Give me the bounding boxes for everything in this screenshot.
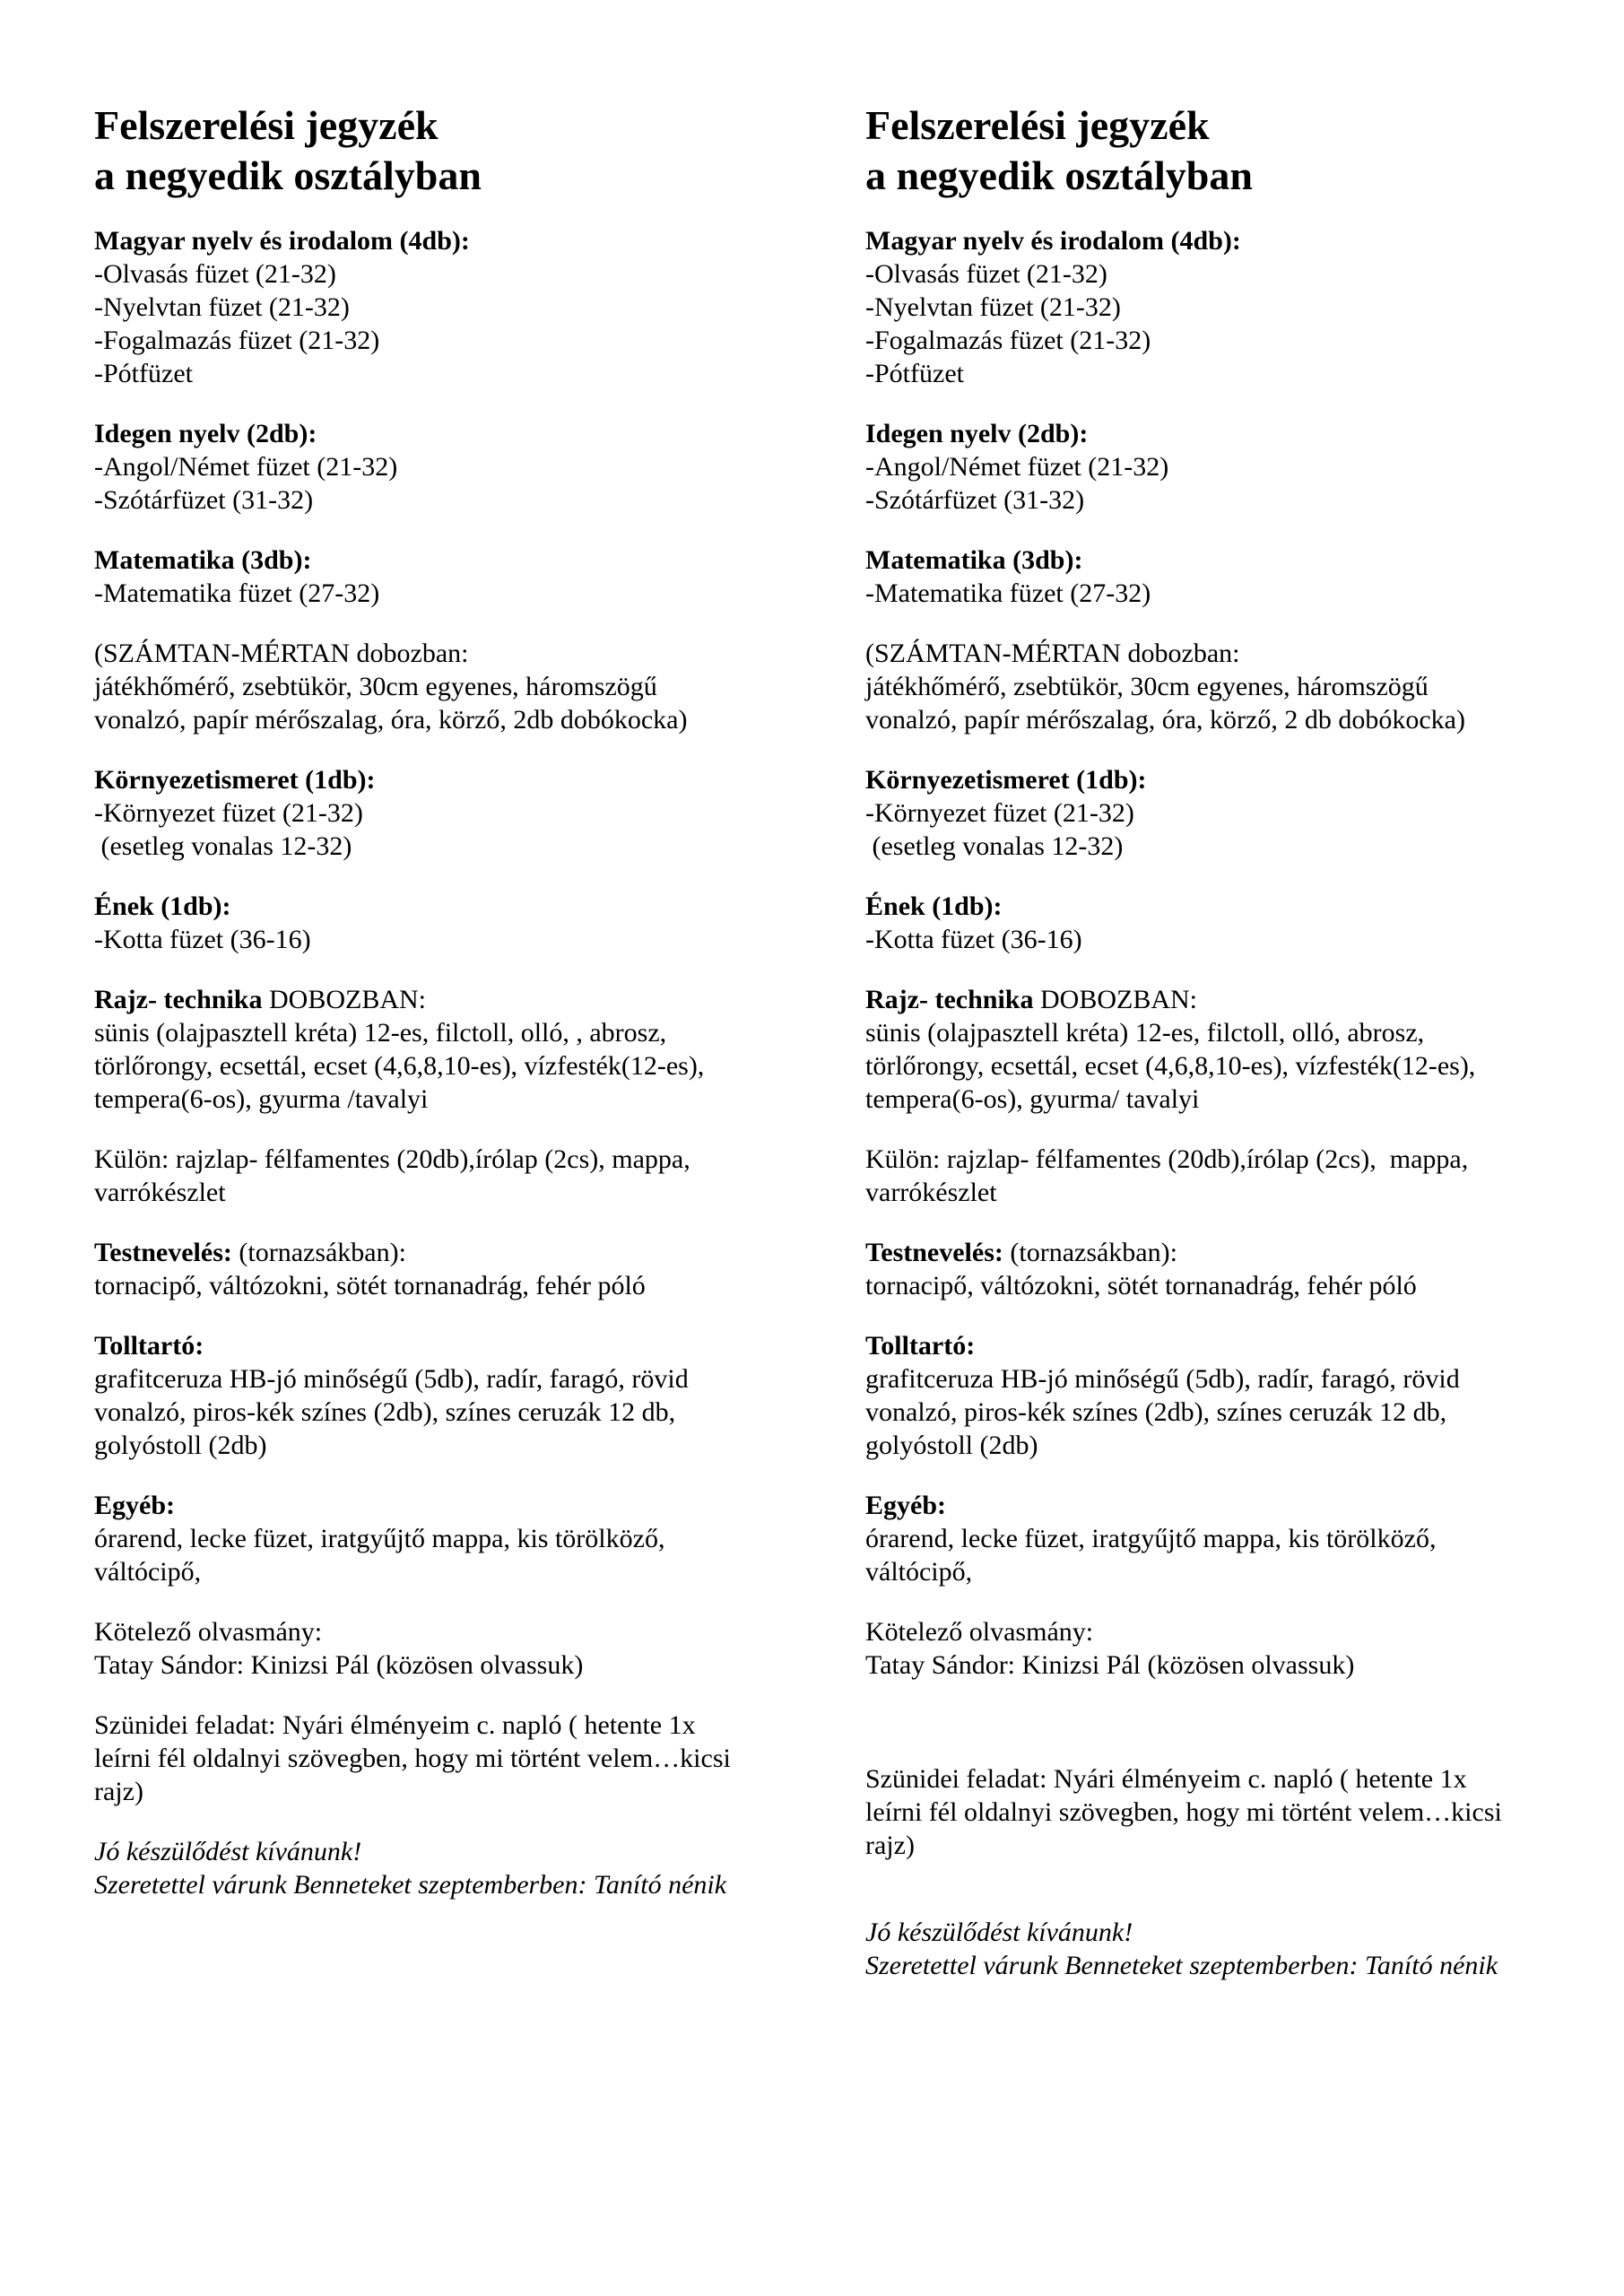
text-segment: -Angol/Német füzet (21-32) bbox=[94, 452, 398, 482]
text-line bbox=[94, 1269, 812, 1302]
text-line bbox=[94, 983, 812, 1016]
text-segment: Kötelező olvasmány: bbox=[865, 1617, 1094, 1647]
text-segment: -Környezet füzet (21-32) bbox=[94, 798, 363, 828]
text-segment: (esetleg vonalas 12-32) bbox=[94, 831, 352, 861]
blank-line bbox=[94, 1116, 812, 1143]
text-line bbox=[94, 670, 812, 703]
text-segment: -Kotta füzet (36-16) bbox=[94, 925, 311, 954]
text-line bbox=[865, 1762, 1592, 1796]
text-segment: (esetleg vonalas 12-32) bbox=[865, 831, 1124, 861]
text-line bbox=[94, 544, 812, 577]
text-line bbox=[94, 1555, 812, 1588]
text-line bbox=[94, 1835, 812, 1868]
text-segment: Kötelező olvasmány: bbox=[94, 1617, 323, 1647]
text-line bbox=[865, 1083, 1592, 1116]
text-segment: Jó készülődést kívánunk! bbox=[94, 1837, 362, 1866]
text-segment: tornacipő, váltózokni, sötét tornanadrág, fehér póló bbox=[94, 1271, 646, 1300]
text-line bbox=[94, 763, 812, 796]
blank-line bbox=[865, 1116, 1592, 1143]
text-line bbox=[865, 1949, 1592, 1982]
text-segment: -Szótárfüzet (31-32) bbox=[865, 485, 1085, 515]
text-line bbox=[94, 830, 812, 863]
text-segment: Külön: rajzlap- félfamentes (20db),írólap (2cs), mappa, bbox=[865, 1144, 1469, 1174]
text-line bbox=[865, 830, 1592, 863]
blank-line bbox=[94, 736, 812, 763]
blank-line bbox=[94, 956, 812, 983]
column-left bbox=[94, 100, 812, 1901]
column-title bbox=[94, 100, 812, 201]
text-segment: -Pótfüzet bbox=[94, 359, 193, 388]
text-line bbox=[94, 417, 812, 450]
text-line bbox=[94, 483, 812, 517]
text-line bbox=[865, 1236, 1592, 1269]
text-segment: Jó készülődést kívánunk! bbox=[865, 1918, 1133, 1947]
text-line bbox=[865, 1396, 1592, 1429]
blank-line bbox=[865, 1862, 1592, 1889]
text-segment: Egyéb: bbox=[94, 1491, 175, 1520]
text-segment: (tornazsákban): bbox=[239, 1238, 406, 1267]
text-segment: Testnevelés: bbox=[865, 1238, 1011, 1267]
blank-line bbox=[865, 610, 1592, 637]
text-line bbox=[865, 1016, 1592, 1049]
text-line bbox=[94, 1176, 812, 1209]
text-segment: Szünidei feladat: Nyári élményeim c. napló ( hetente 1x bbox=[865, 1764, 1467, 1794]
text-line bbox=[94, 1329, 812, 1362]
text-segment: Környezetismeret (1db): bbox=[865, 765, 1147, 795]
text-segment: leírni fél oldalnyi szövegben, hogy mi történt velem…kicsi bbox=[94, 1744, 731, 1773]
text-line bbox=[94, 357, 812, 390]
text-segment: Rajz- technika bbox=[865, 985, 1040, 1014]
text-line bbox=[865, 983, 1592, 1016]
text-segment: játékhőmérő, zsebtükör, 30cm egyenes, háromszögű bbox=[94, 672, 657, 701]
text-segment: -Matematika füzet (27-32) bbox=[865, 578, 1151, 608]
text-line bbox=[94, 1868, 812, 1901]
blank-line bbox=[865, 1462, 1592, 1489]
text-line bbox=[865, 890, 1592, 923]
text-segment: vonalzó, papír mérőszalag, óra, körző, 2 db dobókocka) bbox=[865, 705, 1465, 735]
text-segment: váltócipő, bbox=[865, 1557, 973, 1587]
text-line bbox=[865, 1329, 1592, 1362]
text-segment: sünis (olajpasztell kréta) 12-es, filctoll, olló, abrosz, bbox=[865, 1018, 1425, 1048]
text-segment: -Nyelvtan füzet (21-32) bbox=[94, 292, 350, 322]
text-line bbox=[94, 1709, 812, 1742]
blank-line bbox=[865, 1588, 1592, 1615]
text-segment: Egyéb: bbox=[865, 1491, 946, 1520]
text-segment: játékhőmérő, zsebtükör, 30cm egyenes, háromszögű bbox=[865, 672, 1429, 701]
blank-line bbox=[94, 1462, 812, 1489]
text-line bbox=[94, 1742, 812, 1775]
text-segment: Testnevelés: bbox=[94, 1238, 239, 1267]
text-segment: Ének (1db): bbox=[94, 891, 231, 921]
text-line bbox=[865, 417, 1592, 450]
text-line bbox=[865, 577, 1592, 610]
text-line bbox=[865, 1829, 1592, 1862]
title-line: Felszerelési jegyzék bbox=[865, 102, 1210, 148]
text-segment: -Fogalmazás füzet (21-32) bbox=[865, 326, 1151, 355]
text-segment: leírni fél oldalnyi szövegben, hogy mi történt velem…kicsi bbox=[865, 1797, 1502, 1827]
column-right bbox=[865, 100, 1592, 1982]
text-line bbox=[865, 923, 1592, 956]
text-line bbox=[94, 1429, 812, 1462]
text-line bbox=[94, 324, 812, 357]
text-line bbox=[94, 703, 812, 736]
text-line bbox=[94, 577, 812, 610]
text-segment: órarend, lecke füzet, iratgyűjtő mappa, kis törölköző, bbox=[94, 1524, 665, 1553]
text-segment: -Angol/Német füzet (21-32) bbox=[865, 452, 1169, 482]
text-segment: Rajz- technika bbox=[94, 985, 269, 1014]
text-segment: Matematika (3db): bbox=[94, 545, 312, 575]
text-line bbox=[94, 224, 812, 257]
text-line bbox=[865, 1615, 1592, 1648]
text-segment: Tatay Sándor: Kinizsi Pál (közösen olvassuk) bbox=[865, 1650, 1355, 1680]
text-line bbox=[865, 1555, 1592, 1588]
text-segment: Tolltartó: bbox=[865, 1331, 976, 1361]
text-segment: Szünidei feladat: Nyári élményeim c. napló ( hetente 1x bbox=[94, 1710, 696, 1740]
blank-line bbox=[865, 736, 1592, 763]
text-segment: -Olvasás füzet (21-32) bbox=[94, 259, 336, 289]
text-line bbox=[94, 796, 812, 830]
text-line bbox=[865, 670, 1592, 703]
text-segment: Tatay Sándor: Kinizsi Pál (közösen olvassuk) bbox=[94, 1650, 584, 1680]
column-body bbox=[865, 224, 1592, 1982]
blank-line bbox=[865, 1209, 1592, 1236]
text-line bbox=[865, 1648, 1592, 1682]
text-segment: -Fogalmazás füzet (21-32) bbox=[94, 326, 380, 355]
text-line bbox=[865, 1489, 1592, 1522]
text-segment: Idegen nyelv (2db): bbox=[94, 419, 317, 448]
text-line bbox=[94, 890, 812, 923]
text-segment: DOBOZBAN: bbox=[268, 985, 426, 1014]
text-line bbox=[865, 796, 1592, 830]
text-segment: rajz) bbox=[865, 1831, 915, 1860]
text-line bbox=[94, 1362, 812, 1396]
text-line bbox=[865, 763, 1592, 796]
text-line bbox=[94, 291, 812, 324]
blank-line bbox=[865, 1682, 1592, 1709]
blank-line bbox=[865, 1735, 1592, 1762]
text-segment: váltócipő, bbox=[94, 1557, 202, 1587]
blank-line bbox=[865, 956, 1592, 983]
text-line bbox=[865, 324, 1592, 357]
text-line bbox=[94, 1775, 812, 1808]
text-segment: Idegen nyelv (2db): bbox=[865, 419, 1089, 448]
text-segment: (SZÁMTAN-MÉRTAN dobozban: bbox=[94, 639, 469, 668]
text-line bbox=[865, 1796, 1592, 1829]
text-segment: golyóstoll (2db) bbox=[94, 1431, 267, 1460]
text-line bbox=[94, 257, 812, 291]
blank-line bbox=[865, 390, 1592, 417]
blank-line bbox=[865, 1302, 1592, 1329]
text-segment: Ének (1db): bbox=[865, 891, 1003, 921]
text-line bbox=[865, 1522, 1592, 1555]
text-segment: Magyar nyelv és irodalom (4db): bbox=[94, 226, 470, 256]
text-segment: -Nyelvtan füzet (21-32) bbox=[865, 292, 1121, 322]
blank-line bbox=[94, 1588, 812, 1615]
text-segment: törlőrongy, ecsettál, ecset (4,6,8,10-es), vízfesték(12-es), bbox=[865, 1051, 1476, 1081]
blank-line bbox=[94, 863, 812, 890]
text-line bbox=[865, 1049, 1592, 1083]
text-line bbox=[865, 450, 1592, 483]
text-line bbox=[94, 1648, 812, 1682]
text-line bbox=[865, 1916, 1592, 1949]
text-segment: -Pótfüzet bbox=[865, 359, 964, 388]
blank-line bbox=[94, 517, 812, 544]
text-segment: tempera(6-os), gyurma /tavalyi bbox=[94, 1084, 429, 1114]
text-segment: -Matematika füzet (27-32) bbox=[94, 578, 380, 608]
text-line bbox=[94, 637, 812, 670]
text-line bbox=[94, 1396, 812, 1429]
text-segment: grafitceruza HB-jó minőségű (5db), radír, faragó, rövid bbox=[94, 1364, 689, 1394]
title-line: Felszerelési jegyzék bbox=[94, 102, 439, 148]
text-line bbox=[865, 703, 1592, 736]
text-segment: Magyar nyelv és irodalom (4db): bbox=[865, 226, 1241, 256]
text-segment: Szeretettel várunk Benneteket szeptemberben: Tanító nénik bbox=[865, 1951, 1498, 1980]
text-segment: golyóstoll (2db) bbox=[865, 1431, 1038, 1460]
text-line bbox=[865, 483, 1592, 517]
text-segment: (tornazsákban): bbox=[1010, 1238, 1177, 1267]
text-segment: Külön: rajzlap- félfamentes (20db),írólap (2cs), mappa, bbox=[94, 1144, 690, 1174]
text-segment: vonalzó, piros-kék színes (2db), színes ceruzák 12 db, bbox=[94, 1397, 676, 1427]
text-line bbox=[94, 1236, 812, 1269]
blank-line bbox=[94, 390, 812, 417]
text-line bbox=[865, 1143, 1592, 1176]
text-segment: Szeretettel várunk Benneteket szeptemberben: Tanító nénik bbox=[94, 1870, 727, 1900]
text-line bbox=[865, 1176, 1592, 1209]
text-line bbox=[94, 1016, 812, 1049]
text-segment: tornacipő, váltózokni, sötét tornanadrág, fehér póló bbox=[865, 1271, 1417, 1300]
blank-line bbox=[94, 1209, 812, 1236]
text-segment: varrókészlet bbox=[94, 1178, 226, 1207]
title-line: a negyedik osztályban bbox=[94, 152, 482, 198]
text-segment: törlőrongy, ecsettál, ecset (4,6,8,10-es), vízfesték(12-es), bbox=[94, 1051, 705, 1081]
text-line bbox=[865, 357, 1592, 390]
blank-line bbox=[94, 1302, 812, 1329]
blank-line bbox=[865, 1709, 1592, 1735]
text-segment: grafitceruza HB-jó minőségű (5db), radír, faragó, rövid bbox=[865, 1364, 1460, 1394]
text-segment: -Kotta füzet (36-16) bbox=[865, 925, 1082, 954]
text-line bbox=[94, 1615, 812, 1648]
text-line bbox=[865, 224, 1592, 257]
text-line bbox=[94, 1049, 812, 1083]
text-line bbox=[865, 637, 1592, 670]
blank-line bbox=[865, 1889, 1592, 1916]
blank-line bbox=[865, 863, 1592, 890]
text-segment: Matematika (3db): bbox=[865, 545, 1083, 575]
title-line: a negyedik osztályban bbox=[865, 152, 1253, 198]
text-segment: -Olvasás füzet (21-32) bbox=[865, 259, 1107, 289]
text-line bbox=[865, 544, 1592, 577]
text-segment: Környezetismeret (1db): bbox=[94, 765, 376, 795]
text-segment: -Környezet füzet (21-32) bbox=[865, 798, 1134, 828]
text-segment: varrókészlet bbox=[865, 1178, 997, 1207]
text-line bbox=[94, 1143, 812, 1176]
column-title bbox=[865, 100, 1592, 201]
text-segment: vonalzó, papír mérőszalag, óra, körző, 2db dobókocka) bbox=[94, 705, 688, 735]
column-body bbox=[94, 224, 812, 1901]
text-segment: DOBOZBAN: bbox=[1039, 985, 1197, 1014]
text-segment: (SZÁMTAN-MÉRTAN dobozban: bbox=[865, 639, 1240, 668]
text-segment: -Szótárfüzet (31-32) bbox=[94, 485, 314, 515]
text-segment: rajz) bbox=[94, 1777, 143, 1806]
text-line bbox=[94, 1489, 812, 1522]
blank-line bbox=[94, 610, 812, 637]
text-line bbox=[865, 257, 1592, 291]
text-line bbox=[865, 1429, 1592, 1462]
text-segment: Tolltartó: bbox=[94, 1331, 204, 1361]
text-segment: sünis (olajpasztell kréta) 12-es, filctoll, olló, , abrosz, bbox=[94, 1018, 667, 1048]
text-segment: tempera(6-os), gyurma/ tavalyi bbox=[865, 1084, 1200, 1114]
text-line bbox=[94, 923, 812, 956]
text-line bbox=[94, 1083, 812, 1116]
text-line bbox=[94, 1522, 812, 1555]
text-line bbox=[865, 1269, 1592, 1302]
text-segment: órarend, lecke füzet, iratgyűjtő mappa, kis törölköző, bbox=[865, 1524, 1437, 1553]
text-segment: vonalzó, piros-kék színes (2db), színes ceruzák 12 db, bbox=[865, 1397, 1447, 1427]
text-line bbox=[94, 450, 812, 483]
text-line bbox=[865, 291, 1592, 324]
text-line bbox=[865, 1362, 1592, 1396]
blank-line bbox=[94, 1682, 812, 1709]
blank-line bbox=[94, 1808, 812, 1835]
blank-line bbox=[865, 517, 1592, 544]
